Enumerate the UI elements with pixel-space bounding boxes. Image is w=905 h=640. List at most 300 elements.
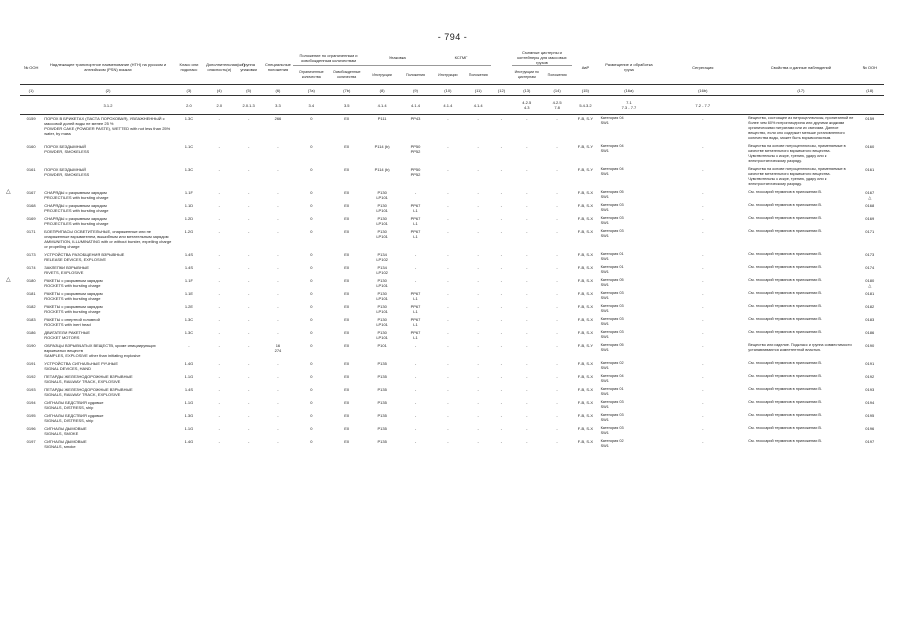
subsidiary-cell: - [218,265,220,270]
reference-cell: 3.1.2 [42,96,174,115]
blank-cell: - [500,317,503,322]
tank-provision-cell: - [556,252,558,257]
packing-instruction-cell: P135 [377,426,387,431]
subsidiary-cell: - [218,400,220,405]
header-ems: АвР [581,64,590,70]
excepted-quantity-cell: E0 [344,229,350,234]
packing-provision-cell: - [414,361,417,366]
segregation-cell: - [702,144,704,149]
name-cell: УСТРОЙСТВА РАЗОБЩЕНИЯ ВЗРЫВНЫЕ RELEASE DEVICES, EXPLOSIVE [44,252,125,262]
column-number-row [20,85,884,96]
column-number: (15) [572,85,598,96]
header-ibc-prov: Положения [465,66,491,85]
table-row [20,251,884,264]
ems-cell: F-B, S-X [577,278,594,283]
limited-quantity-cell: 0 [310,190,313,195]
properties-cell: См. глоссарий терминов в приложении B. [748,413,822,417]
properties-cell: См. глоссарий терминов в приложении B. [748,265,822,269]
tank-instruction-cell: - [526,343,528,348]
table-row [20,228,884,251]
packing-instruction-cell: P111 [377,116,387,121]
packing-group-cell: - [247,291,250,296]
reference-cell: 4.1.4 [431,96,465,115]
class-cell: 1.4S [184,387,194,392]
subsidiary-cell: - [218,330,220,335]
column-number: (8) [364,85,400,96]
class-cell: 1.2E [184,304,194,309]
stowage-cell: Категория 05 SW1 [600,190,624,199]
limited-quantity-cell: 0 [310,317,313,322]
tank-instruction-cell: - [526,278,528,283]
tank-provision-cell: - [556,304,558,309]
stowage-cell: Категория 02 SW1 [600,361,624,370]
table-row [20,303,884,316]
blank-cell: - [500,439,503,444]
ibc-provision-cell: - [477,361,479,366]
limited-quantity-cell: 0 [310,203,313,208]
ems-cell: F-B, S-X [577,291,594,296]
class-cell: 1.4S [184,252,194,257]
ibc-provision-cell: - [477,374,479,379]
ibc-instruction-cell: - [447,144,449,149]
limited-quantity-cell: 0 [310,304,313,309]
stowage-cell: Категория 03 SW1 [600,426,624,435]
excepted-quantity-cell: E0 [344,387,350,392]
un-number-cell: 0168 [26,203,36,208]
un-number-end-cell: 0160 [865,144,875,149]
packing-group-cell: - [247,439,250,444]
table-row [20,143,884,166]
class-cell: 1.1E [184,291,194,296]
ibc-provision-cell: - [477,400,479,405]
column-number: (2) [42,85,174,96]
tank-provision-cell: - [556,291,558,296]
limited-quantity-cell: 0 [310,252,313,257]
ibc-instruction-cell: - [447,167,449,172]
column-number: (13) [512,85,542,96]
tank-provision-cell: - [556,144,558,149]
blank-cell: - [500,278,503,283]
ems-cell: F-B, S-X [577,413,594,418]
blank-cell: - [500,203,503,208]
ems-cell: F-B, S-Y [577,144,594,149]
reference-cell: 3.5 [330,96,364,115]
name-cell: СИГНАЛЫ БЕДСТВИЯ судовые SIGNALS, DISTRESS, ship [44,400,104,410]
properties-cell: См. глоссарий терминов в приложении B. [748,426,822,430]
special-provisions-cell: - [277,317,279,322]
ems-cell: F-B, S-X [577,400,594,405]
properties-cell: См. глоссарий терминов в приложении B. [748,216,822,220]
column-number: (6) [263,85,293,96]
column-number: (7a) [293,85,329,96]
subsidiary-cell: - [218,317,220,322]
ems-cell: F-B, S-X [577,387,594,392]
packing-group-cell: - [247,330,250,335]
tank-instruction-cell: - [526,330,528,335]
reference-row [20,96,884,115]
class-cell: 1.4G [184,439,194,444]
ibc-provision-cell: - [477,278,479,283]
un-number-end-cell: 0167 △ [865,190,875,200]
packing-provision-cell: - [414,343,417,348]
properties-cell: См. глоссарий терминов в приложении B. [748,361,822,365]
ems-cell: F-B, S-X [577,426,594,431]
name-cell: ПЕТАРДЫ ЖЕЛЕЗНОДОРОЖНЫЕ ВЗРЫВНЫЕ SIGNALS, RAILWAY TRACK, EXPLOSIVE [44,387,133,397]
ems-cell: F-B, S-X [577,190,594,195]
blank-cell: - [500,426,503,431]
subsidiary-cell: - [218,374,220,379]
special-provisions-cell: - [277,330,279,335]
un-number-cell: 0186 [26,330,36,335]
ibc-provision-cell: - [477,387,479,392]
column-number: (18) [856,85,884,96]
tank-provision-cell: - [556,330,558,335]
segregation-cell: - [702,265,704,270]
reference-cell [20,96,42,115]
header-tanks: Съемные цистерны и контейнеры для массовых грузов [517,50,567,65]
table-row [20,115,884,144]
segregation-cell: - [702,252,704,257]
packing-provision-cell: - [414,439,417,444]
special-provisions-cell: - [277,229,279,234]
packing-group-cell: - [247,304,250,309]
stowage-cell: Категория 02 SW1 [600,439,624,448]
un-number-end-cell: 0196 [865,426,875,431]
name-cell: СНАРЯДЫ с разрывным зарядом PROJECTILES with bursting charge [44,216,109,226]
un-number-end-cell: 0190 [865,343,875,348]
tank-provision-cell: - [556,116,558,121]
tank-instruction-cell: - [526,361,528,366]
ibc-provision-cell: - [477,265,479,270]
table-header [20,50,884,85]
packing-provision-cell: - [414,190,417,195]
header-ibc: КСГМГ [454,55,468,60]
un-number-cell: 0191 [26,361,36,366]
column-number: (10) [431,85,465,96]
blank-cell: - [500,144,503,149]
limited-quantity-cell: 0 [310,361,313,366]
table-row [20,290,884,303]
header-excepted: Освобожденные количества [330,66,364,85]
ibc-instruction-cell: - [447,278,449,283]
segregation-cell: - [702,343,704,348]
ibc-provision-cell: - [477,304,479,309]
special-provisions-cell: - [277,265,279,270]
un-number-cell: 0160 [26,144,36,149]
packing-provision-cell: PP67 L1 [410,304,421,314]
stowage-cell: Категория 03 SW1 [600,413,624,422]
ibc-instruction-cell: - [447,413,449,418]
class-cell: 1.3C [184,167,194,172]
un-number-cell: 0196 [26,426,36,431]
limited-quantity-cell: 0 [310,426,313,431]
name-cell: БОЕПРИПАСЫ ОСВЕТИТЕЛЬНЫЕ, снаряженные или не снаряженные взрывателем, вышибным или метательным зарядом AMMUNITION, ILLUMINATING with or without burster, expelling charge or propelling charge [44,229,172,249]
packing-instruction-cell: P130 LP101 [376,203,388,213]
header-un-no: № ООН [23,64,39,70]
un-number-end-cell: 0161 [865,167,875,172]
tank-provision-cell: - [556,278,558,283]
packing-provision-cell: PP67 L1 [410,229,421,239]
ibc-provision-cell: - [477,343,479,348]
ems-cell: F-B, S-X [577,304,594,309]
un-number-end-cell: 0168 [865,203,875,208]
blank-cell: - [500,374,503,379]
tank-instruction-cell: - [526,216,528,221]
properties-cell: См. глоссарий терминов в приложении B. [748,374,822,378]
name-cell: СИГНАЛЫ ДЫМОВЫЕ SIGNALS, SMOKE [44,426,87,436]
tank-provision-cell: - [556,229,558,234]
table-row [20,342,884,360]
subsidiary-cell: - [218,426,220,431]
excepted-quantity-cell: E0 [344,116,350,121]
ibc-provision-cell: - [477,426,479,431]
un-number-end-cell: 0197 [865,439,875,444]
packing-provision-cell: - [414,252,417,257]
limited-quantity-cell: 0 [310,374,313,379]
excepted-quantity-cell: E0 [344,167,350,172]
special-provisions-cell: - [277,278,279,283]
reference-cell: 4.1.4 [364,96,400,115]
tank-instruction-cell: - [526,374,528,379]
blank-cell: - [500,400,503,405]
column-number: (16a) [599,85,660,96]
reference-cell [856,96,884,115]
properties-cell: Вещества на основе нитроцеллюлозы, применяемые в качестве метательного взрывчатого вещества. Чувствительны к искре, трению, удару или к электростатическому разряду. [748,167,846,186]
header-class: Класс или подкласс [179,62,199,72]
segregation-cell: - [702,400,704,405]
un-number-end-cell: 0193 [865,387,875,392]
table-row [20,399,884,412]
ibc-instruction-cell: - [447,203,449,208]
ibc-instruction-cell: - [447,374,449,379]
ibc-provision-cell: - [477,229,479,234]
ems-cell: F-B, S-X [577,439,594,444]
subsidiary-cell: - [218,413,220,418]
table-body [6,85,884,452]
table-row [20,412,884,425]
reference-cell: 2.0.1.3 [234,96,262,115]
packing-instruction-cell: P135 [377,413,387,418]
ems-cell: F-B, S-Y [577,167,594,172]
un-number-cell: 0182 [26,304,36,309]
packing-instruction-cell: P134 LP102 [376,252,388,262]
class-cell: 1.2G [184,229,194,234]
excepted-quantity-cell: E0 [344,291,350,296]
subsidiary-cell: - [218,439,220,444]
special-provisions-cell: - [277,203,279,208]
ibc-provision-cell: - [477,252,479,257]
packing-group-cell: - [247,361,250,366]
stowage-cell: Категория 04 SW1 [600,167,624,176]
properties-cell: См. глоссарий терминов в приложении B. [748,252,822,256]
tank-instruction-cell: - [526,116,528,121]
un-number-cell: 0161 [26,167,36,172]
packing-instruction-cell: P101 [377,343,387,348]
class-cell: 1.3G [184,413,194,418]
column-number: (16b) [659,85,746,96]
table-row [20,360,884,373]
special-provisions-cell: 16 274 [274,343,282,353]
reference-cell: 7.1 7.3 - 7.7 [599,96,660,115]
packing-provision-cell: - [414,426,417,431]
subsidiary-cell: - [218,229,220,234]
packing-instruction-cell: P114 (b) [374,144,390,149]
header-blank [491,50,511,85]
class-cell: 1.1G [184,374,194,379]
table-row [20,373,884,386]
reference-cell: 3.4 [293,96,329,115]
tank-provision-cell: - [556,190,558,195]
excepted-quantity-cell: E0 [344,426,350,431]
header-ibc-instr: Инструкции [431,66,465,85]
limited-quantity-cell: 0 [310,387,313,392]
packing-group-cell: - [247,167,250,172]
class-cell: - [188,343,190,348]
class-cell: 1.1G [184,400,194,405]
table-row [20,189,884,202]
stowage-cell: Категория 03 SW1 [600,216,624,225]
reference-cell: 4.2.5 4.3 [512,96,542,115]
packing-provision-cell: PP67 L1 [410,330,421,340]
name-cell: ПЕТАРДЫ ЖЕЛЕЗНОДОРОЖНЫЕ ВЗРЫВНЫЕ SIGNALS, RAILWAY TRACK, EXPLOSIVE [44,374,133,384]
un-number-end-cell: 0182 [865,304,875,309]
tank-provision-cell: - [556,439,558,444]
excepted-quantity-cell: E0 [344,278,350,283]
tank-instruction-cell: - [526,144,528,149]
stowage-cell: Категория 03 SW1 [600,317,624,326]
un-number-cell: 0169 [26,216,36,221]
properties-cell: См. глоссарий терминов в приложении B. [748,203,822,207]
excepted-quantity-cell: E0 [344,304,350,309]
blank-cell: - [500,387,503,392]
tank-instruction-cell: - [526,265,528,270]
special-provisions-cell: - [277,144,279,149]
segregation-cell: - [702,216,704,221]
subsidiary-cell: - [218,278,220,283]
limited-quantity-cell: 0 [310,265,313,270]
tank-instruction-cell: - [526,387,528,392]
packing-instruction-cell: P135 [377,387,387,392]
ems-cell: F-B, S-X [577,317,594,322]
packing-group-cell: - [247,387,250,392]
limited-quantity-cell: 0 [310,167,313,172]
packing-group-cell: - [247,116,250,121]
segregation-cell: - [702,304,704,309]
reference-cell [746,96,855,115]
column-number: (7b) [330,85,364,96]
stowage-cell: Категория 04 SW1 [600,116,624,125]
table-row [20,215,884,228]
table-row [20,166,884,189]
blank-cell: - [500,330,503,335]
tank-provision-cell: - [556,361,558,366]
stowage-cell: Категория 03 SW1 [600,291,624,300]
column-number: (11) [465,85,491,96]
tank-instruction-cell: - [526,413,528,418]
packing-group-cell: - [247,144,250,149]
change-mark-icon: △ [6,189,11,195]
header-name: Надлежащее транспортное наименование (НТН) на русском и английском (PSN) языках [49,62,167,72]
dangerous-goods-table [6,50,884,451]
blank-cell: - [500,167,503,172]
header-limited: Ограниченные количества [293,66,329,85]
tank-provision-cell: - [556,317,558,322]
properties-cell: См. глоссарий терминов в приложении B. [748,317,822,321]
packing-instruction-cell: P130 LP101 [376,216,388,226]
packing-provision-cell: PP50 PP52 [410,167,421,177]
ems-cell: F-B, S-Y [577,343,594,348]
un-number-end-cell: 0174 [865,265,875,270]
tank-instruction-cell: - [526,291,528,296]
packing-provision-cell: - [414,413,417,418]
blank-cell: - [500,216,503,221]
subsidiary-cell: - [218,304,220,309]
class-cell: 1.1F [184,278,193,283]
column-number: (3) [174,85,204,96]
properties-cell: См. глоссарий терминов в приложении B. [748,304,822,308]
subsidiary-cell: - [218,144,220,149]
tank-instruction-cell: - [526,252,528,257]
limited-quantity-cell: 0 [310,144,313,149]
packing-group-cell: - [247,426,250,431]
ibc-instruction-cell: - [447,317,449,322]
table-row [20,438,884,451]
ibc-provision-cell: - [477,317,479,322]
segregation-cell: - [702,387,704,392]
stowage-cell: Категория 03 SW1 [600,203,624,212]
dangerous-goods-table-sheet [6,50,884,451]
name-cell: ПОРОХ БЕЗДЫМНЫЙ POWDER, SMOKELESS [44,144,90,154]
limited-quantity-cell: 0 [310,413,313,418]
column-number: (17) [746,85,855,96]
segregation-cell: - [702,167,704,172]
table-row [20,277,884,290]
un-number-cell: 0167 △ [6,189,36,195]
blank-cell: - [500,361,503,366]
un-number-end-cell: 0194 [865,400,875,405]
packing-instruction-cell: P135 [377,374,387,379]
ibc-instruction-cell: - [447,291,449,296]
limited-quantity-cell: 0 [310,343,313,348]
ibc-instruction-cell: - [447,400,449,405]
excepted-quantity-cell: E0 [344,330,350,335]
ibc-instruction-cell: - [447,361,449,366]
name-cell: УСТРОЙСТВА СИГНАЛЬНЫЕ РУЧНЫЕ SIGNAL DEVICES, HAND [44,361,118,371]
special-provisions-cell: - [277,216,279,221]
column-number: (4) [204,85,234,96]
un-number-cell: 0192 [26,374,36,379]
packing-instruction-cell: P130 LP101 [376,190,388,200]
reference-cell: 2.0 [204,96,234,115]
un-number-end-cell: 0169 [865,216,875,221]
tank-provision-cell: - [556,203,558,208]
subsidiary-cell: - [218,190,220,195]
segregation-cell: - [702,374,704,379]
ibc-provision-cell: - [477,190,479,195]
name-cell: РАКЕТЫ с разрывным зарядом ROCKETS with bursting charge [44,291,103,301]
ibc-provision-cell: - [477,291,479,296]
stowage-cell: Категория 01 SW1 [600,252,624,261]
reference-cell: 4.2.5 7.8 [542,96,572,115]
packing-group-cell: - [247,190,250,195]
packing-instruction-cell: P114 (b) [374,167,390,172]
ems-cell: F-B, S-X [577,229,594,234]
properties-cell: См. глоссарий терминов в приложении B. [748,330,822,334]
class-cell: 1.3C [184,116,194,121]
name-cell: РАКЕТЫ с разрывным зарядом ROCKETS with bursting charge [44,278,103,288]
stowage-cell: Категория 03 SW1 [600,330,624,339]
un-number-cell: 0195 [26,413,36,418]
